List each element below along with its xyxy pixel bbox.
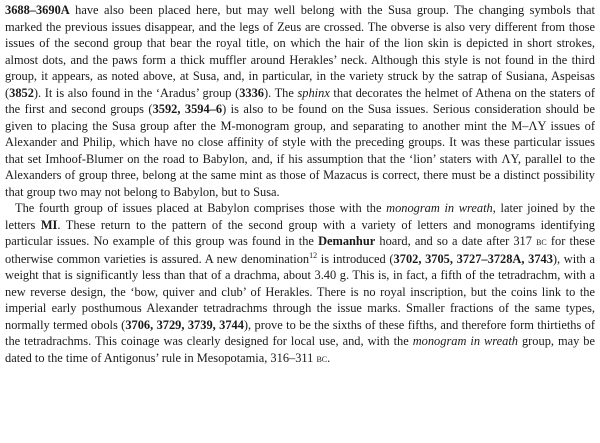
body-text: ) is also to be found on the Susa issues. Serious consideration should be given to placing the Susa group after the M-monogram group, and separating to another mint the M–ΛY issues of Alexander and Philip, which have no close affinity of style with the preceding groups. It was these particular issues that set Imhoof-Blumer on the road to Babylon, and, if his assumption that the ‘lion’ staters with ΛY, parallel to the Alexanders of group three, belong at the same mint as those of Mazacus is correct, there must be a distinct possibility that group two may not belong to Babylon, but to Susa. bbox=[5, 102, 595, 199]
body-text: . bbox=[327, 350, 331, 365]
body-text: that decorates the helmet of Athena on the staters of the first and second groups ( bbox=[5, 85, 595, 116]
coin-number-ref: 3706, 3729, 3739, 3744 bbox=[125, 317, 244, 332]
footnote-ref: 12 bbox=[309, 250, 318, 260]
coin-number-ref: 3336 bbox=[239, 85, 264, 100]
coin-number-ref: 3702, 3705, 3727–3728A, 3743 bbox=[393, 251, 553, 266]
italic-term: monogram in wreath bbox=[412, 334, 518, 348]
body-text: The fourth group of issues placed at Babylon comprises those with the bbox=[15, 201, 387, 215]
bold-term: MI bbox=[40, 217, 58, 232]
italic-term: sphinx bbox=[297, 85, 330, 100]
body-text: hoard, and so a date after 317 bbox=[375, 234, 537, 248]
small-caps-era: bc bbox=[536, 236, 547, 248]
body-text: ). It is also found in the ‘Aradus’ group ( bbox=[33, 85, 240, 100]
body-text: , later joined by the letters bbox=[5, 201, 595, 232]
body-text: is introduced ( bbox=[317, 251, 394, 266]
body-text: ). The bbox=[263, 85, 298, 100]
body-text: group, may be dated to the time of Antigonus’ rule in Mesopotamia, 316–311 bbox=[5, 334, 595, 365]
italic-term: monogram in wreath bbox=[386, 201, 493, 215]
coin-number-ref: 3688–3690A bbox=[5, 3, 70, 17]
paragraph-2 bbox=[5, 200, 595, 367]
body-text: ), with a weight that is significantly less than that of a drachma, about 3.40 g. This is, in fact, a fifth of the tetradrachm, with a new reverse design, the ‘bow, quiver and club’ of Herakles. There is no royal inscription, but the coins link to the imperial early posthumous Alexander tetradrachms through the issue marks. Smaller fractions of the same types, normally termed obols ( bbox=[5, 251, 596, 332]
paragraph-1 bbox=[5, 2, 595, 200]
bold-term: Demanhur bbox=[318, 234, 376, 248]
body-text: . These return to the pattern of the second group with a variety of letters and monograms identifying particular issues. No example of this group was found in the bbox=[5, 217, 595, 248]
coin-number-ref: 3592, 3594–6 bbox=[152, 102, 223, 116]
small-caps-era: bc bbox=[316, 352, 328, 365]
body-text: for these otherwise common varieties is assured. A new denomination bbox=[5, 234, 595, 266]
coin-number-ref: 3852 bbox=[9, 85, 34, 100]
body-text: ), prove to be the sixths of these fifths, and therefore form thirtieths of the tetradrachms. This coinage was clearly designed for local use, and, with the bbox=[5, 317, 595, 348]
body-text: have also been placed here, but may well belong with the Susa group. The changing symbols that marked the previous issues disappear, and the legs of Zeus are crossed. The obverse is also very different from those issues of the second group that bear the royal title, on which the hair of the lion skin is depicted in short strokes, almost dots, and the paws form a thick muffler around Herakles’ neck. Although this style is not found in the third group, it appears, as noted above, at Susa, and, in particular, in the variety struck by the satrap of Susiana, Aspeisas ( bbox=[5, 3, 595, 100]
